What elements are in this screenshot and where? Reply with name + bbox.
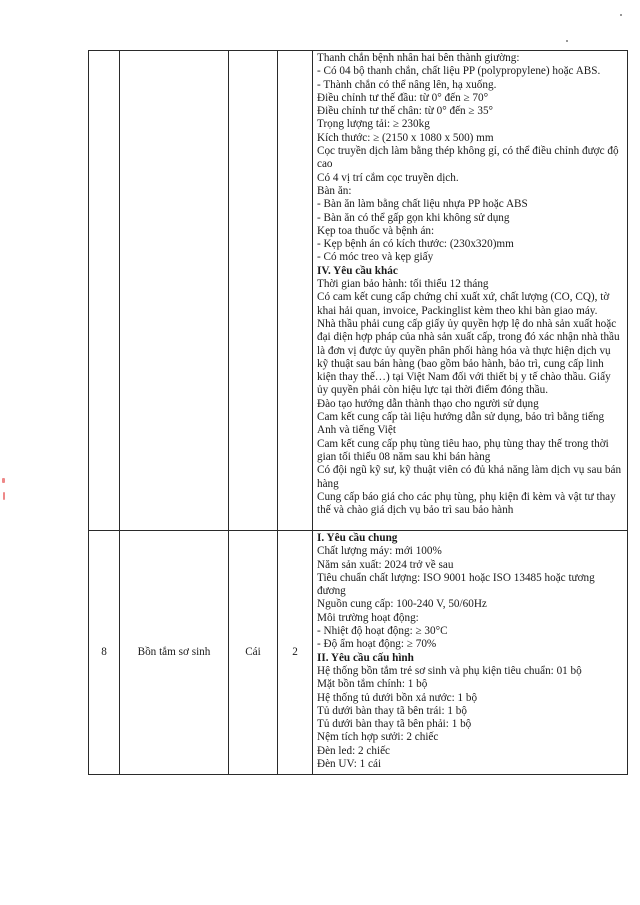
spec-line: - Bàn ăn có thể gấp gọn khi không sử dụng (317, 211, 510, 224)
spec-line: Mặt bồn tắm chính: 1 bộ (317, 678, 428, 691)
spec-line: Tủ dưới bàn thay tã bên trái: 1 bộ (317, 704, 467, 717)
section-heading: I. Yêu cầu chung (317, 532, 398, 544)
spec-lines (317, 52, 623, 517)
spec-line: Nguồn cung cấp: 100-240 V, 50/60Hz (317, 598, 487, 611)
spec-line: Đào tạo hướng dẫn thành thạo cho người sử dụng (317, 397, 539, 410)
section-heading: II. Yêu cầu cấu hình (317, 651, 414, 664)
scan-speck (620, 14, 622, 16)
spec-line: Nhà thầu phải cung cấp giấy ủy quyền hợp lệ do nhà sản xuất hoặc đại diện hợp pháp của nhà sản xuất cấp, trong đó xác nhận nhà thầu là đơn vị được ủy quyền phân phối hàng hóa và thực hiện dịch vụ kỹ thuật sau bán hàng (bao gồm bảo hành, bảo trì, cung cấp linh kiện thay thế…) tại Việt Nam đối với thiết bị y tế chào thầu. Giấy ủy quyền phải còn hiệu lực tại thời điểm đóng thầu. (317, 317, 620, 397)
spec-line: Cam kết cung cấp phụ tùng tiêu hao, phụ tùng thay thế trong thời gian tối thiểu 08 năm sau khi bán hàng (317, 437, 609, 463)
spec-line: - Bàn ăn làm bằng chất liệu nhựa PP hoặc ABS (317, 198, 528, 211)
spec-cell (313, 531, 628, 775)
spec-line: Hệ thống tủ dưới bồn xả nước: 1 bộ (317, 691, 478, 704)
stt-cell (89, 51, 120, 531)
scan-speck (566, 40, 568, 42)
spec-line: Năm sản xuất: 2024 trở về sau (317, 558, 454, 571)
spec-line: Tủ dưới bàn thay tã bên phải: 1 bộ (317, 718, 472, 731)
spec-line: Kẹp toa thuốc và bệnh án: (317, 224, 435, 237)
spec-table (88, 50, 628, 775)
spec-line: Đèn led: 2 chiếc (317, 744, 390, 757)
spec-line: - Kẹp bệnh án có kích thước: (230x320)mm (317, 238, 514, 251)
spec-line: Điều chỉnh tư thế đầu: từ 0° đến ≥ 70° (317, 91, 489, 104)
spec-line: Đèn UV: 1 cái (317, 758, 382, 771)
spec-line: - Độ ẩm hoạt động: ≥ 70% (317, 638, 437, 651)
stt-cell: 8 (89, 531, 120, 775)
spec-line: Tiêu chuẩn chất lượng: ISO 9001 hoặc ISO 13485 hoặc tương đương (317, 571, 595, 598)
qty-cell (278, 51, 313, 531)
spec-line: Trọng lượng tải: ≥ 230kg (317, 118, 430, 131)
spec-line: Thời gian bảo hành: tối thiểu 12 tháng (317, 278, 489, 291)
spec-line: Cung cấp báo giá cho các phụ tùng, phụ kiện đi kèm và vật tư thay thế và chào giá dịch vụ bảo trì sau bảo hành (317, 490, 616, 517)
section-heading: IV. Yêu cầu khác (317, 264, 398, 277)
spec-line: Nệm tích hợp sưởi: 2 chiếc (317, 731, 439, 744)
scan-red-mark (3, 492, 5, 500)
spec-line: Bàn ăn: (317, 184, 352, 197)
table-row-continued (89, 51, 628, 531)
table-row-8 (89, 531, 628, 775)
spec-line: - Có 04 bộ thanh chắn, chất liệu PP (polypropylene) hoặc ABS. (317, 65, 601, 78)
unit-cell (229, 51, 278, 531)
spec-line: Chất lượng máy: mới 100% (317, 545, 442, 558)
spec-line: Thanh chắn bệnh nhân hai bên thành giường: (317, 52, 520, 64)
spec-line: Kích thước: ≥ (2150 x 1080 x 500) mm (317, 131, 494, 144)
spec-lines (317, 532, 623, 771)
spec-cell (313, 51, 628, 531)
spec-line: Có đội ngũ kỹ sư, kỹ thuật viên có đủ khả năng làm dịch vụ sau bán hàng (317, 464, 622, 490)
spec-line: Cam kết cung cấp tài liệu hướng dẫn sử dụng, bảo trì bằng tiếng Anh và tiếng Việt (317, 411, 605, 437)
spec-line: Có cam kết cung cấp chứng chỉ xuất xứ, chất lượng (CO, CQ), tờ khai hải quan, invoice, Packinglist kèm theo khi bàn giao máy. (317, 291, 610, 317)
name-cell: Bồn tắm sơ sinh (120, 531, 229, 775)
spec-line: - Nhiệt độ hoạt động: ≥ 30°C (317, 625, 448, 638)
spec-line: Môi trường hoạt động: (317, 611, 419, 624)
spec-line: Cọc truyền dịch làm bằng thép không gỉ, có thể điều chỉnh được độ cao (317, 145, 619, 171)
scan-red-mark (2, 478, 5, 483)
qty-cell: 2 (278, 531, 313, 775)
spec-line: Điều chỉnh tư thế chân: từ 0° đến ≥ 35° (317, 105, 494, 118)
spec-line: Hệ thống bồn tắm trẻ sơ sinh và phụ kiện tiêu chuẩn: 01 bộ (317, 664, 582, 677)
spec-line: - Thành chắn có thể nâng lên, hạ xuống. (317, 78, 497, 91)
spec-line: Có 4 vị trí cắm cọc truyền dịch. (317, 171, 459, 184)
name-cell (120, 51, 229, 531)
spec-line: - Có móc treo và kẹp giấy (317, 251, 434, 264)
unit-cell: Cái (229, 531, 278, 775)
